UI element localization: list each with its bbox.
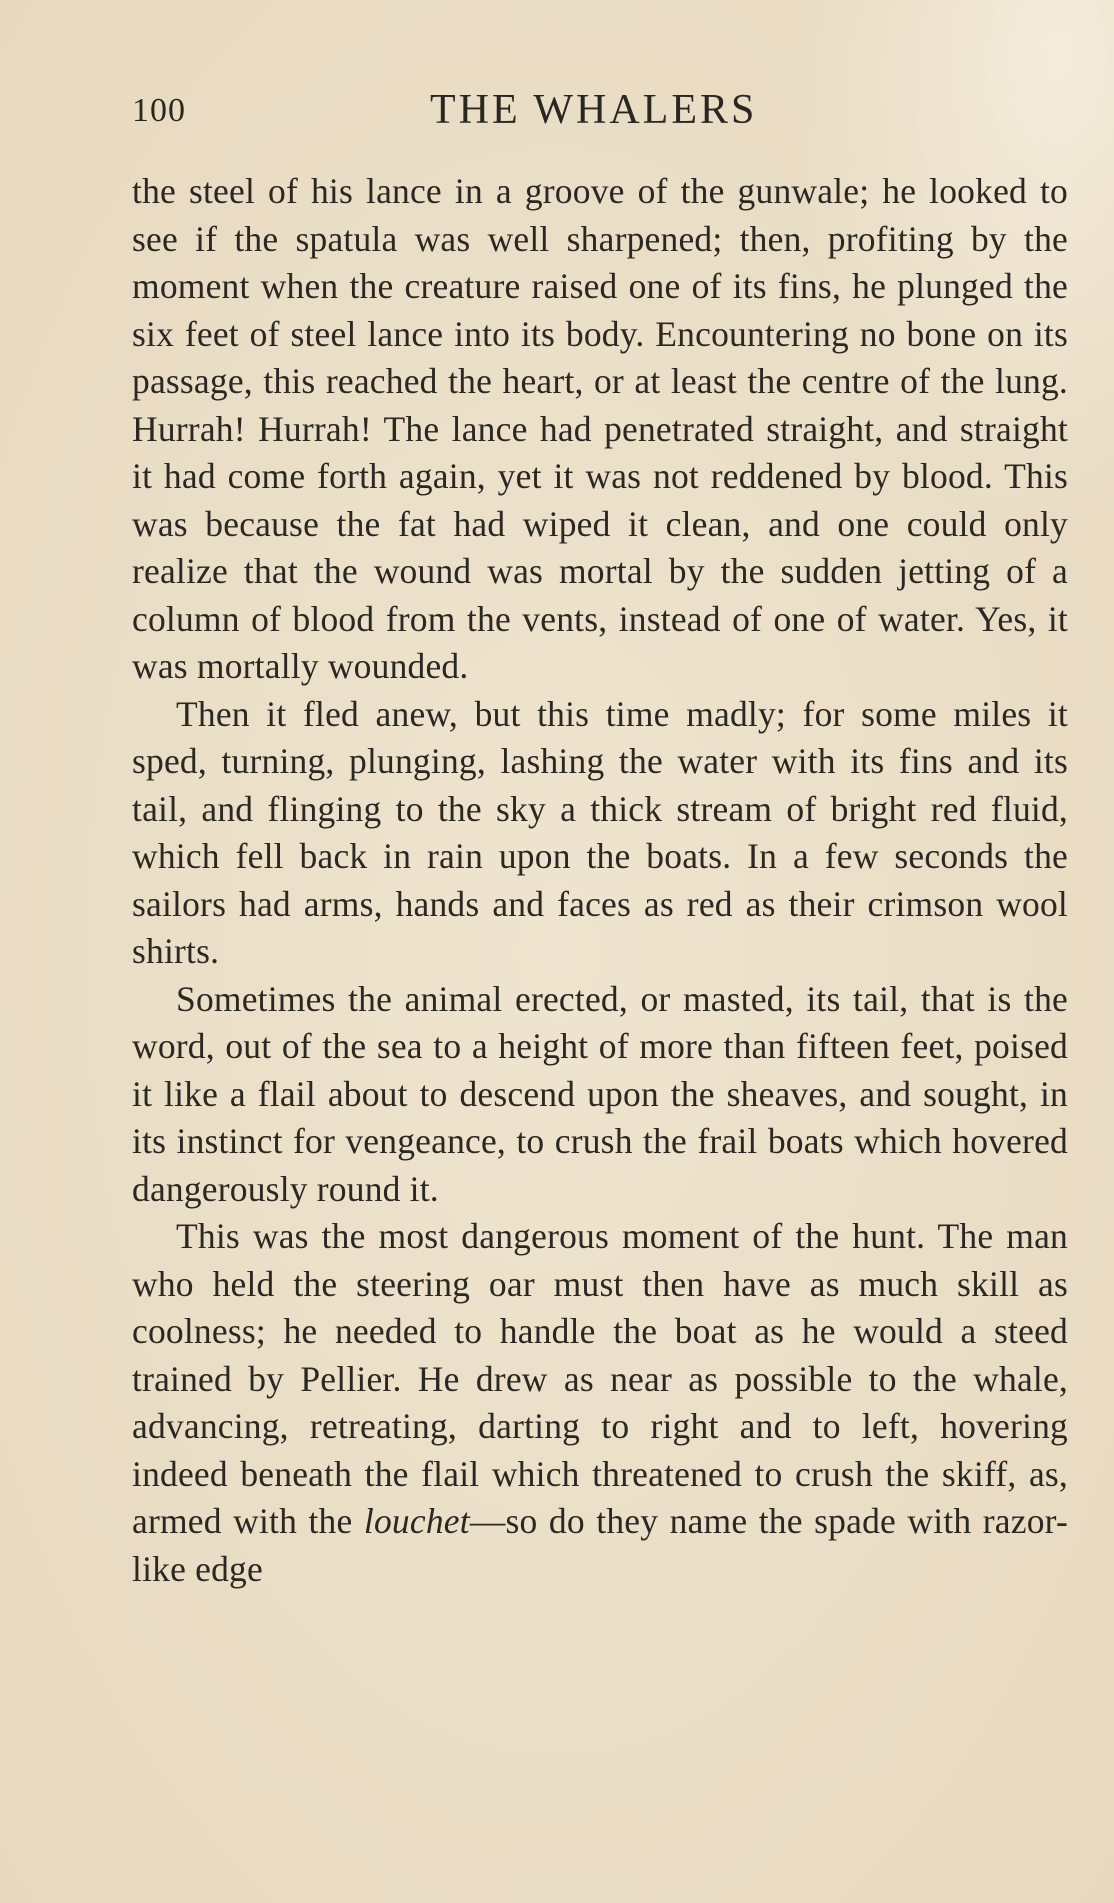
italic-term-louchet: louchet — [363, 1501, 470, 1541]
page-number: 100 — [132, 92, 186, 129]
body-text — [132, 168, 1068, 1593]
paragraph-4-text: This was the most dangerous moment of the hunt. The man who held the steering oar must then have as much skill as coolness; he needed to handle the boat as he would a steed trained by Pellier. He drew as near as possible to the whale, advancing, retreating, darting to right and to left, hovering indeed beneath the flail which threatened to crush the skiff, as, armed with the — [132, 1216, 1068, 1541]
running-title: THE WHALERS — [430, 87, 758, 133]
paragraph-3: Sometimes the animal erected, or masted, its tail, that is the word, out of the sea to a height of more than fifteen feet, poised it like a flail about to descend upon the sheaves, and sought, in its instinct for vengeance, to crush the frail boats which hovered dangerously round it. — [132, 978, 1068, 1209]
paragraph-2: Then it fled anew, but this time madly; for some miles it sped, turning, plunging, lashing the water with its fins and its tail, and flinging to the sky a thick stream of bright red fluid, which fell back in rain upon the boats. In a few seconds the sailors had arms, hands and faces as red as their crimson wool shirts. — [132, 693, 1068, 971]
paragraph-1: the steel of his lance in a groove of the gunwale; he looked to see if the spatula was well sharpened; then, profiting by the moment when the creature raised one of its fins, he plunged the six feet of steel lance into its body. Encountering no bone on its passage, this reached the heart, or at least the centre of the lung. Hurrah! Hurrah! The lance had penetrated straight, and straight it had come forth again, yet it was not reddened by blood. This was because the fat had wiped it clean, and one could only realize that the wound was mortal by the sudden jetting of a column of blood from the vents, instead of one of water. Yes, it was mortally wounded. — [132, 171, 1068, 686]
paragraph-4 — [132, 1213, 1068, 1593]
page-header — [132, 86, 1068, 142]
paragraph-4-continuation: —so do they name the spade with razor-like edge — [132, 1501, 1068, 1589]
